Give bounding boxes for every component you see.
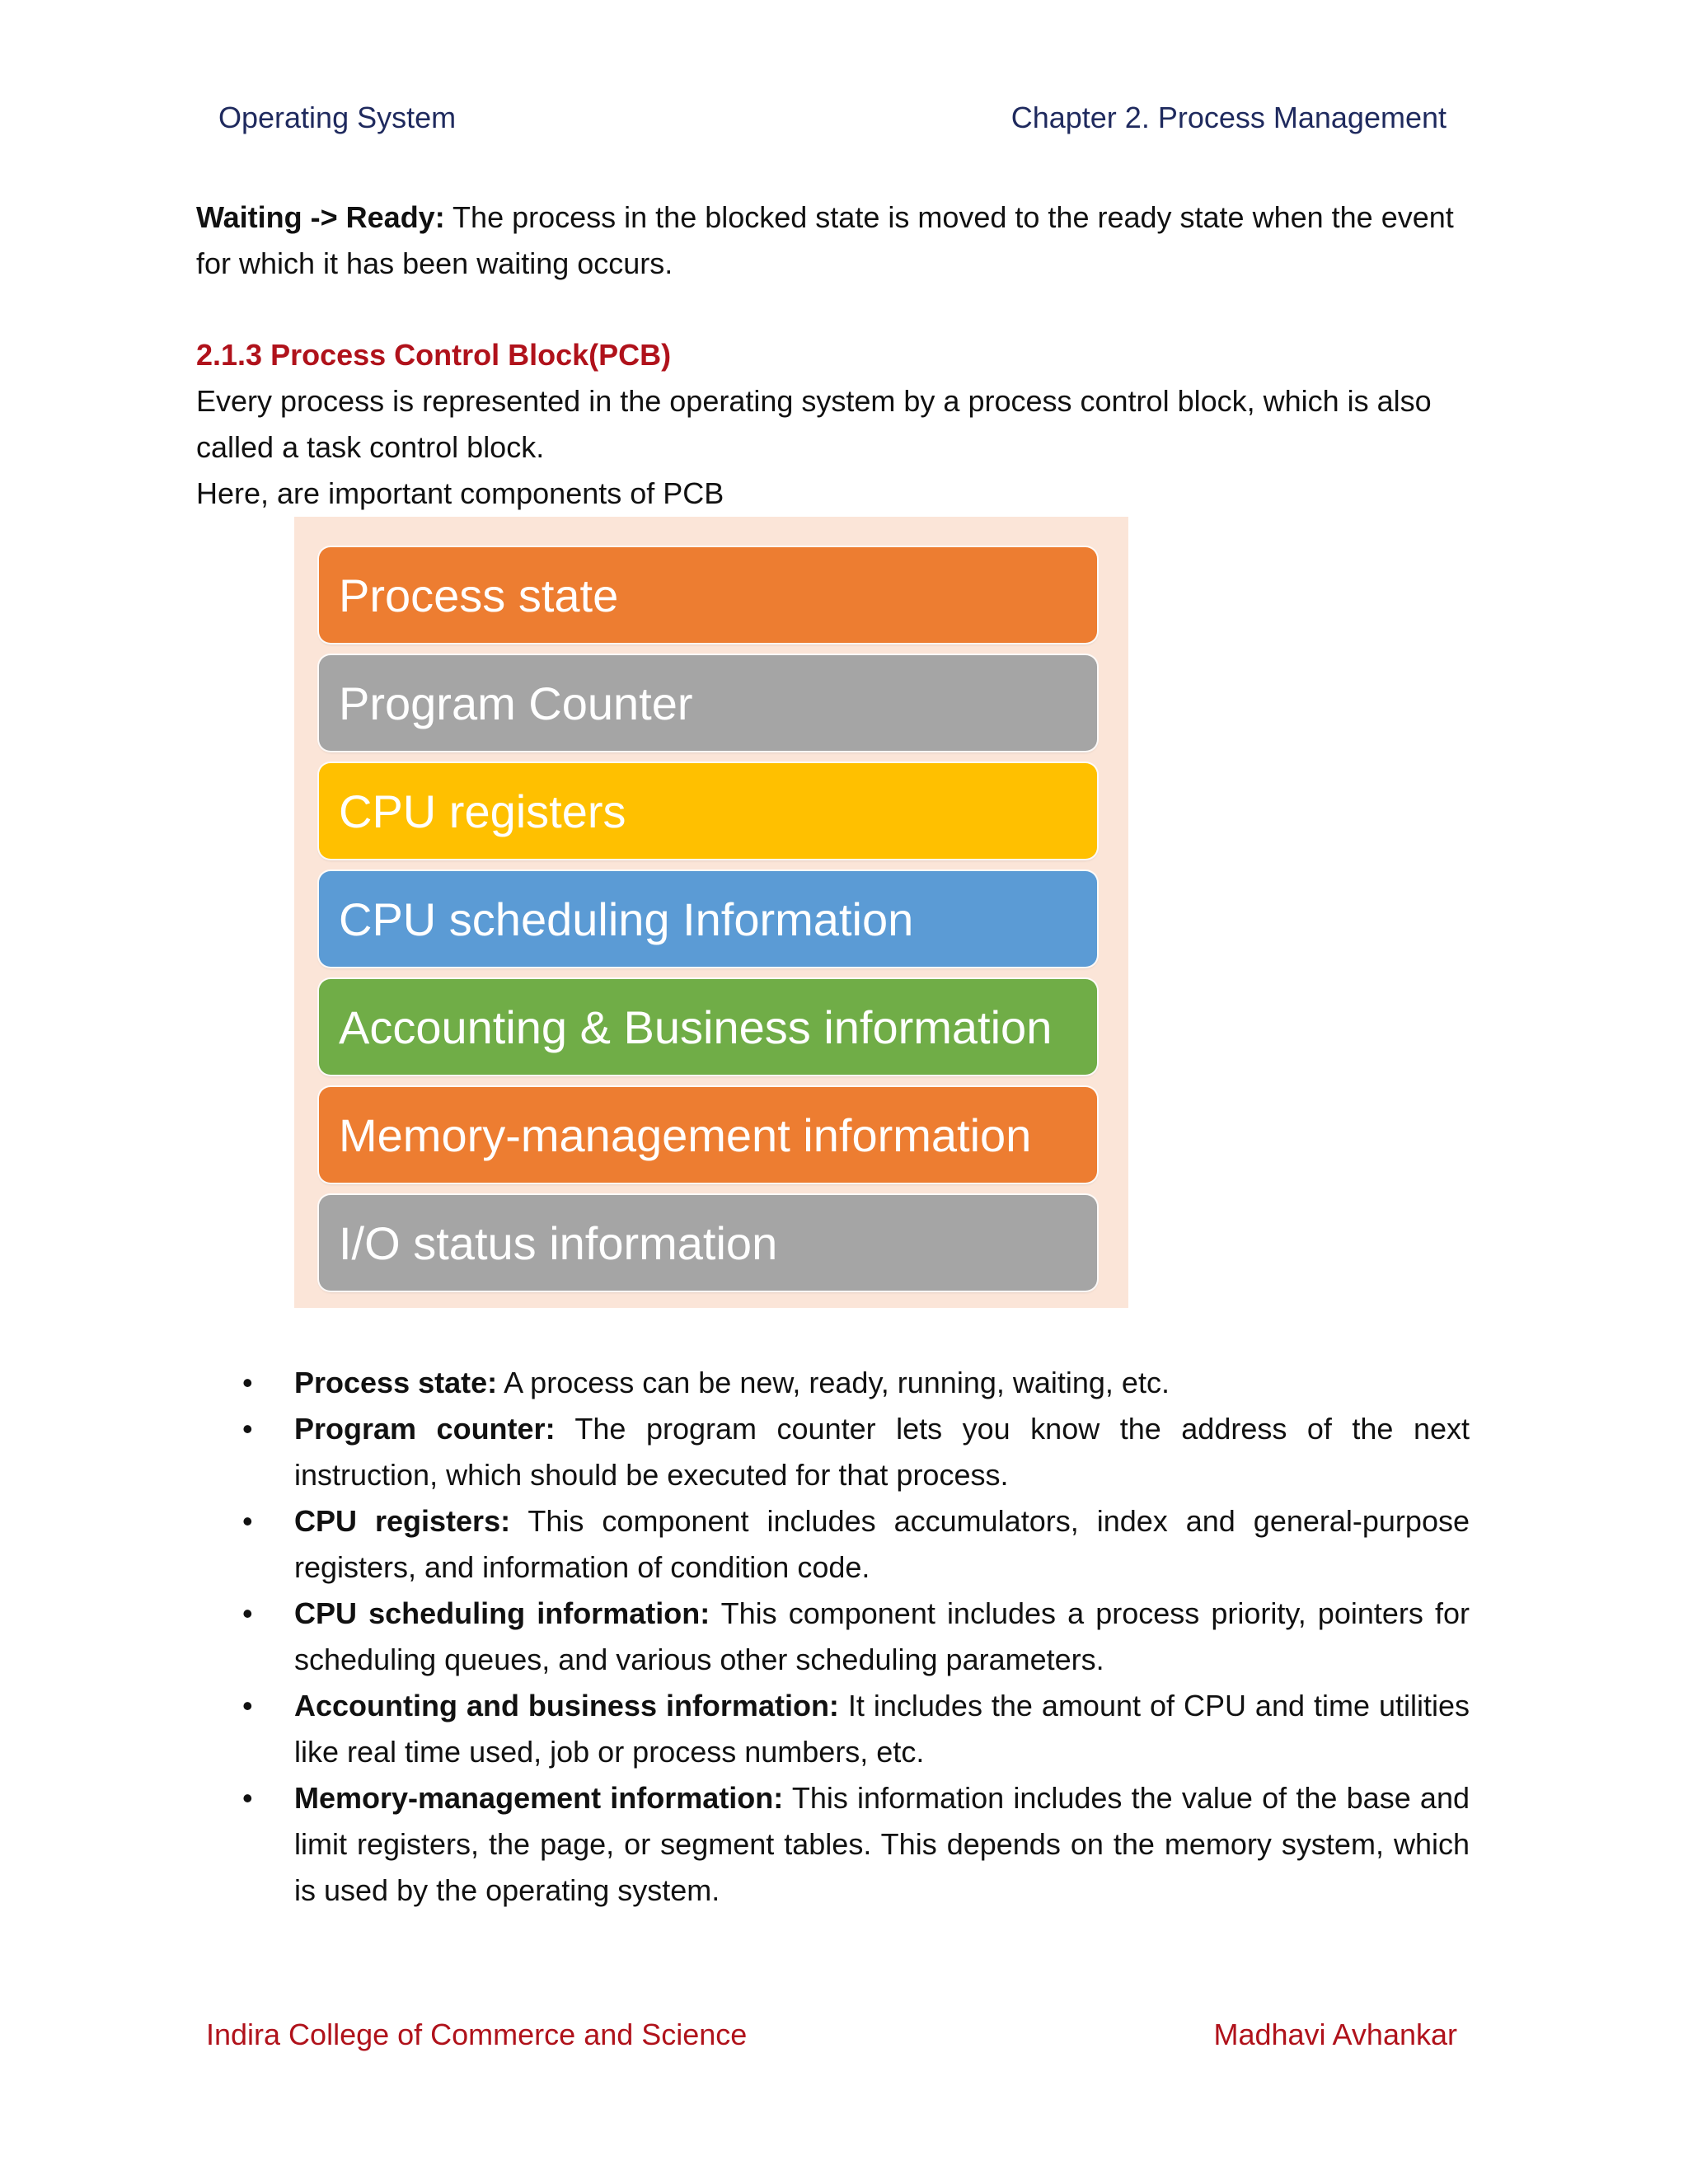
pcb-block-io-status: I/O status information bbox=[319, 1195, 1097, 1291]
intro-paragraph-2: Here, are important components of PCB bbox=[196, 476, 724, 510]
pcb-components-list bbox=[196, 1360, 1470, 1914]
pcb-block-memory-management: Memory-management information bbox=[319, 1087, 1097, 1183]
footer-author: Madhavi Avhankar bbox=[1213, 2018, 1457, 2051]
list-item bbox=[196, 1360, 1470, 1406]
list-item-text: This component includes accumulators, index and general-purpose registers, and information of condition code. bbox=[294, 1504, 1470, 1584]
bullet-glyph: • bbox=[242, 1366, 253, 1399]
waiting-ready-term: Waiting -> Ready: bbox=[196, 200, 445, 234]
waiting-ready-paragraph bbox=[196, 194, 1470, 287]
section-heading: 2.1.3 Process Control Block(PCB) bbox=[196, 338, 672, 372]
header-chapter: Chapter 2. Process Management bbox=[1010, 101, 1447, 134]
pcb-block-accounting: Accounting & Business information bbox=[319, 979, 1097, 1075]
bullet-glyph: • bbox=[242, 1412, 253, 1446]
list-item-text: It includes the amount of CPU and time utilities like real time used, job or process numbers, etc. bbox=[294, 1689, 1470, 1769]
list-item-term: Accounting and business information: bbox=[294, 1689, 839, 1722]
pcb-block-program-counter: Program Counter bbox=[319, 655, 1097, 751]
intro-paragraph-1: Every process is represented in the operating system by a process control block, which is also called a task control block. bbox=[196, 384, 1432, 464]
list-item-text: A process can be new, ready, running, waiting, etc. bbox=[497, 1366, 1170, 1399]
pcb-block-process-state: Process state bbox=[319, 547, 1097, 643]
list-item-text: The program counter lets you know the address of the next instruction, which should be executed for that process. bbox=[294, 1412, 1470, 1492]
bullet-glyph: • bbox=[242, 1781, 253, 1815]
waiting-ready-text: The process in the blocked state is moved to the ready state when the event for which it has been waiting occurs. bbox=[196, 200, 1454, 280]
pcb-components-diagram bbox=[294, 517, 1128, 1308]
bullet-glyph: • bbox=[242, 1689, 253, 1722]
list-item-text: This component includes a process priority, pointers for scheduling queues, and various other scheduling parameters. bbox=[294, 1596, 1470, 1676]
list-item-term: CPU scheduling information: bbox=[294, 1596, 710, 1630]
list-item-term: Program counter: bbox=[294, 1412, 556, 1446]
pcb-block-cpu-scheduling: CPU scheduling Information bbox=[319, 871, 1097, 967]
list-item bbox=[196, 1498, 1470, 1591]
list-item bbox=[196, 1591, 1470, 1683]
list-item-term: Process state: bbox=[294, 1366, 498, 1399]
pcb-block-cpu-registers: CPU registers bbox=[319, 763, 1097, 859]
list-item-term: Memory-management information: bbox=[294, 1781, 784, 1815]
footer-college: Indira College of Commerce and Science bbox=[206, 2018, 748, 2051]
list-item bbox=[196, 1406, 1470, 1498]
bullet-glyph: • bbox=[242, 1596, 253, 1630]
section-intro bbox=[196, 378, 1470, 517]
list-item-text: This information includes the value of the base and limit registers, the page, or segment tables. This depends on the memory system, which is used by the operating system. bbox=[294, 1781, 1470, 1907]
bullet-glyph: • bbox=[242, 1504, 253, 1538]
list-item-term: CPU registers: bbox=[294, 1504, 511, 1538]
header-title: Operating System bbox=[218, 101, 457, 134]
list-item bbox=[196, 1775, 1470, 1914]
list-item bbox=[196, 1683, 1470, 1775]
